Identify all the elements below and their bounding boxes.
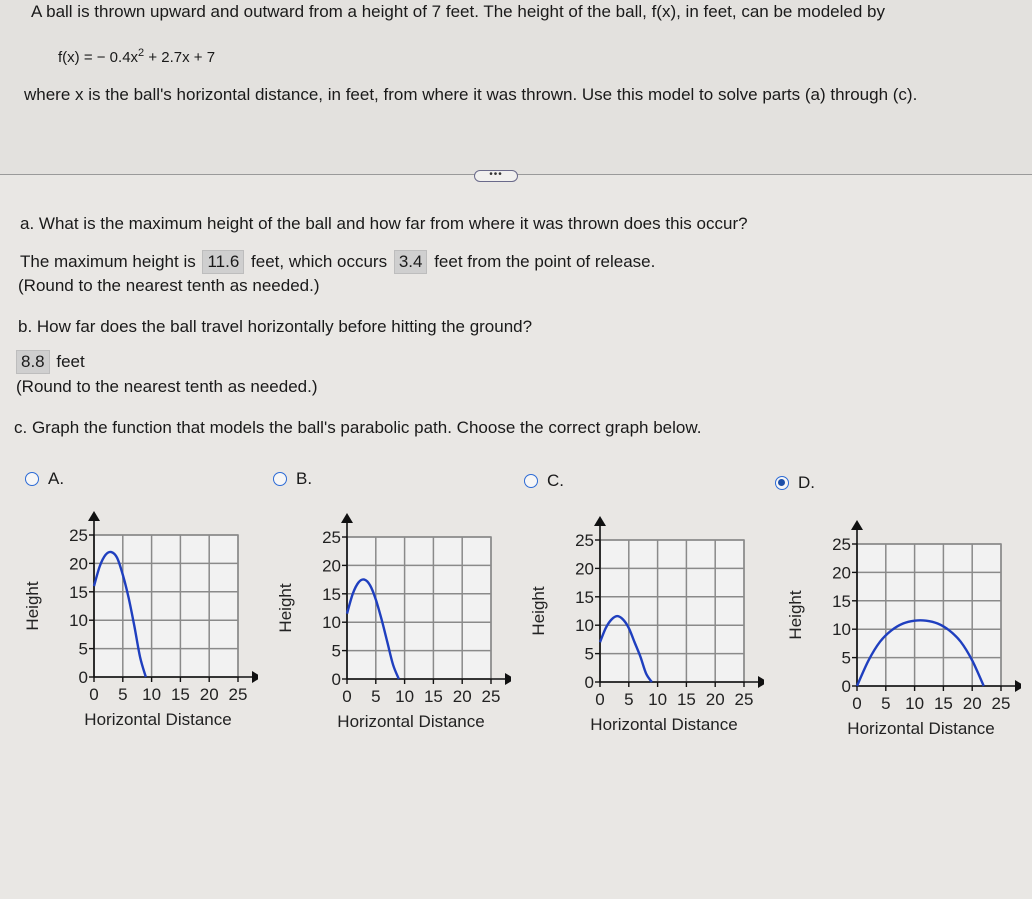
y-tick-label: 10	[832, 620, 851, 640]
part-a-hint: (Round to the nearest tenth as needed.)	[18, 276, 320, 295]
option-d[interactable]	[775, 473, 815, 493]
option-b-label: B.	[296, 469, 313, 488]
x-tick-label: 15	[933, 694, 953, 713]
x-axis-title: Horizontal Distance	[847, 719, 995, 738]
y-tick-label: 0	[78, 668, 88, 687]
y-tick-label: 20	[322, 556, 341, 576]
part-a-question: a. What is the maximum height of the ball and how far from where it was thrown does this occur?	[20, 214, 748, 233]
y-tick-label: 10	[69, 611, 88, 631]
y-tick-label: 10	[322, 613, 341, 633]
y-axis-title: Height	[23, 581, 42, 631]
formula-lhs: f(x) = − 0.4x	[58, 49, 139, 66]
y-tick-label: 20	[69, 554, 88, 574]
radio-b[interactable]	[273, 472, 287, 486]
x-tick-label: 0	[595, 690, 605, 709]
problem-intro	[0, 0, 1032, 174]
x-axis-arrow	[252, 671, 258, 683]
more-button[interactable]: •••	[474, 170, 518, 182]
part-b-unit: feet	[56, 352, 85, 371]
y-axis-arrow	[594, 516, 606, 526]
radio-d[interactable]	[775, 476, 789, 490]
option-a[interactable]	[25, 469, 64, 489]
y-tick-label: 5	[841, 648, 851, 668]
x-tick-label: 10	[905, 694, 925, 713]
part-c-question: c. Graph the function that models the ball's parabolic path. Choose the correct graph below.	[14, 418, 702, 437]
y-tick-label: 25	[322, 528, 341, 547]
x-tick-label: 20	[452, 687, 472, 706]
x-tick-label: 5	[624, 690, 634, 709]
x-axis-arrow	[505, 673, 511, 685]
option-c[interactable]	[524, 471, 564, 491]
x-tick-label: 5	[881, 694, 891, 713]
x-tick-label: 25	[481, 687, 501, 706]
y-tick-label: 15	[832, 591, 851, 611]
y-tick-label: 0	[331, 670, 341, 689]
y-tick-label: 15	[322, 584, 341, 604]
formula	[58, 47, 215, 66]
x-axis-title: Horizontal Distance	[590, 715, 738, 734]
part-a-answer	[20, 250, 655, 274]
graph-b[interactable]	[275, 502, 511, 752]
formula-rhs: + 2.7x + 7	[144, 49, 216, 66]
plot-area	[347, 537, 491, 679]
part-b-answer	[16, 350, 85, 374]
y-tick-label: 10	[575, 616, 594, 636]
y-tick-label: 15	[575, 587, 594, 607]
radio-a[interactable]	[25, 472, 39, 486]
x-tick-label: 15	[170, 685, 190, 704]
graph-svg	[275, 502, 511, 747]
part-a-suffix: feet from the point of release.	[434, 252, 656, 271]
x-tick-label: 15	[676, 690, 696, 709]
part-a-prefix: The maximum height is	[20, 252, 196, 271]
y-axis-title: Height	[276, 583, 295, 633]
option-c-label: C.	[547, 471, 564, 490]
part-a-middle: feet, which occurs	[251, 252, 388, 271]
y-tick-label: 15	[69, 582, 88, 602]
x-tick-label: 25	[228, 685, 248, 704]
x-tick-label: 0	[342, 687, 352, 706]
y-tick-label: 25	[69, 526, 88, 545]
x-tick-label: 10	[142, 685, 162, 704]
x-tick-label: 10	[648, 690, 668, 709]
y-axis-arrow	[851, 520, 863, 530]
graph-svg	[22, 500, 258, 745]
x-tick-label: 25	[991, 694, 1011, 713]
intro-instructions: where x is the ball's horizontal distance, in feet, from where it was thrown. Use this model to solve parts (a) through (c).	[24, 85, 918, 104]
max-height-answer-box[interactable]: 11.6	[202, 250, 244, 274]
part-b-question: b. How far does the ball travel horizontally before hitting the ground?	[18, 317, 533, 336]
y-axis-title: Height	[786, 590, 805, 640]
y-axis-title: Height	[529, 586, 548, 636]
y-tick-label: 25	[832, 535, 851, 554]
x-tick-label: 0	[89, 685, 99, 704]
max-distance-answer-box[interactable]: 3.4	[394, 250, 428, 274]
y-tick-label: 25	[575, 531, 594, 550]
radio-c[interactable]	[524, 474, 538, 488]
y-tick-label: 0	[841, 677, 851, 696]
x-axis-arrow	[758, 676, 764, 688]
y-tick-label: 5	[331, 641, 341, 661]
y-axis-arrow	[341, 513, 353, 523]
graph-c[interactable]	[528, 505, 764, 755]
x-tick-label: 25	[734, 690, 754, 709]
graph-d[interactable]	[785, 509, 1021, 759]
x-tick-label: 15	[423, 687, 443, 706]
y-tick-label: 5	[584, 644, 594, 664]
option-d-label: D.	[798, 473, 815, 492]
x-tick-label: 5	[118, 685, 128, 704]
graph-a[interactable]	[22, 500, 258, 750]
graph-svg	[528, 505, 764, 750]
x-axis-title: Horizontal Distance	[84, 710, 232, 729]
intro-text: A ball is thrown upward and outward from a height of 7 feet. The height of the ball, f(x), in feet, can be modeled by	[31, 2, 885, 21]
x-tick-label: 20	[199, 685, 219, 704]
x-tick-label: 10	[395, 687, 415, 706]
part-b-hint: (Round to the nearest tenth as needed.)	[16, 377, 318, 396]
formula-exponent: 2	[138, 47, 145, 59]
x-tick-label: 20	[962, 694, 982, 713]
x-tick-label: 20	[705, 690, 725, 709]
x-axis-title: Horizontal Distance	[337, 712, 485, 731]
option-b[interactable]	[273, 469, 312, 489]
plot-area	[857, 544, 1001, 686]
x-tick-label: 0	[852, 694, 862, 713]
option-a-label: A.	[48, 469, 65, 488]
y-tick-label: 0	[584, 673, 594, 692]
y-axis-arrow	[88, 511, 100, 521]
plot-area	[600, 540, 744, 682]
travel-distance-answer-box[interactable]: 8.8	[16, 350, 50, 374]
y-tick-label: 20	[832, 563, 851, 583]
x-axis-arrow	[1015, 680, 1021, 692]
graph-svg	[785, 509, 1021, 754]
y-tick-label: 20	[575, 559, 594, 579]
x-tick-label: 5	[371, 687, 381, 706]
y-tick-label: 5	[78, 639, 88, 659]
